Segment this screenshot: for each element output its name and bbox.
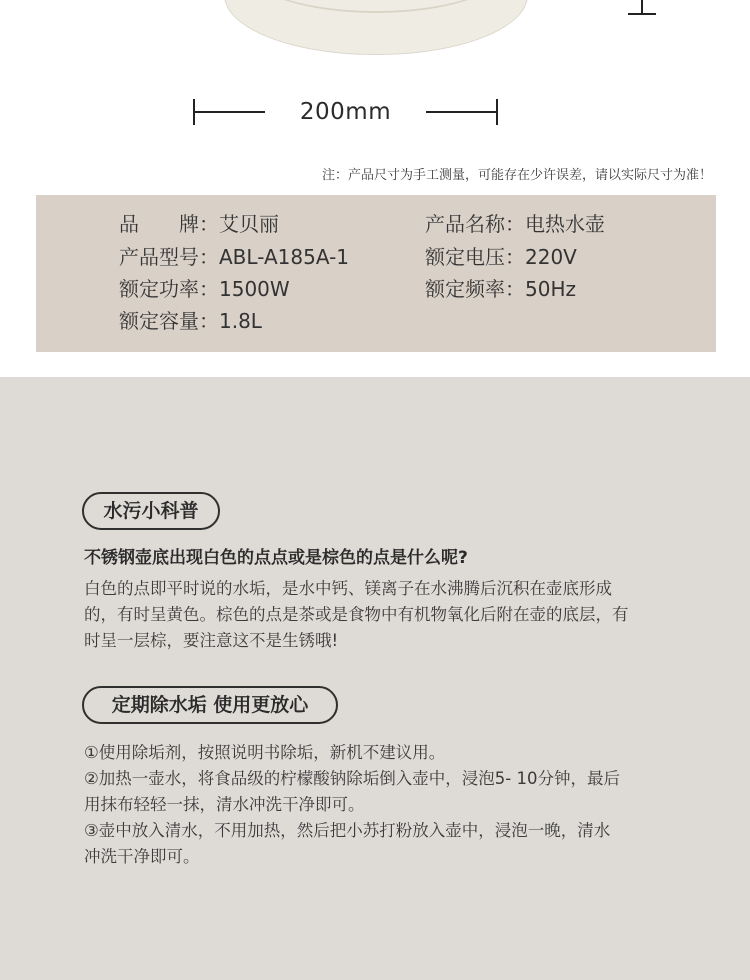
science-paragraph [84, 576, 694, 654]
spec-value: 1500W [219, 277, 290, 301]
spec-product-name [425, 209, 605, 239]
spec-table [36, 195, 716, 352]
width-dimension-line [193, 96, 498, 128]
descale-line: ③壶中放入清水，不用加热，然后把小苏打粉放入壶中，浸泡一晚，清水 [84, 821, 611, 840]
measurement-note: 注：产品尺寸为手工测量，可能存在少许误差，请以实际尺寸为准！ [321, 168, 712, 183]
spec-label: 额定频率： [425, 277, 525, 301]
spec-value: 50Hz [525, 277, 576, 301]
spec-label: 品 牌： [119, 212, 219, 236]
kettle-base-ring [247, 0, 505, 13]
spec-power [119, 274, 290, 304]
science-badge: 水污小科普 [82, 492, 220, 530]
spec-capacity [119, 306, 262, 336]
spec-model [119, 242, 349, 272]
descale-line: 用抹布轻轻一抹，清水冲洗干净即可。 [84, 795, 365, 814]
care-info-section [0, 377, 750, 980]
science-line: 白色的点即平时说的水垢，是水中钙、镁离子在水沸腾后沉积在壶底形成 [84, 579, 612, 598]
science-question: 不锈钢壶底出现白色的点点或是棕色的点是什么呢? [84, 548, 468, 568]
spec-voltage [425, 242, 577, 272]
spec-label: 额定容量： [119, 309, 219, 333]
spec-label: 产品名称： [425, 212, 525, 236]
descale-line: ①使用除垢剂，按照说明书除垢，新机不建议用。 [84, 743, 446, 762]
spec-frequency [425, 274, 576, 304]
spec-value: 220V [525, 245, 577, 269]
spec-label: 产品型号： [119, 245, 219, 269]
science-line: 时呈一层棕，要注意这不是生锈哦! [84, 631, 339, 650]
product-dimension-section [0, 0, 750, 377]
spec-label: 额定电压： [425, 245, 525, 269]
descale-line: ②加热一壶水，将食品级的柠檬酸钠除垢倒入壶中，浸泡5- 10分钟，最后 [84, 769, 620, 788]
science-line: 的，有时呈黄色。棕色的点是茶或是食物中有机物氧化后附在壶的底层，有 [84, 605, 629, 624]
descale-paragraph [84, 740, 694, 870]
spec-value: 1.8L [219, 309, 262, 333]
spec-value: 电热水壶 [525, 212, 605, 236]
spec-value: 艾贝丽 [219, 212, 279, 236]
height-dimension-marker [628, 0, 656, 16]
descale-line: 冲洗干净即可。 [84, 847, 200, 866]
spec-value: ABL-A185A-1 [219, 245, 350, 269]
kettle-base-image [224, 0, 528, 55]
width-dimension-label: 200mm [299, 99, 392, 125]
spec-brand [119, 209, 279, 239]
descale-badge: 定期除水垢 使用更放心 [82, 686, 338, 724]
spec-label: 额定功率： [119, 277, 219, 301]
